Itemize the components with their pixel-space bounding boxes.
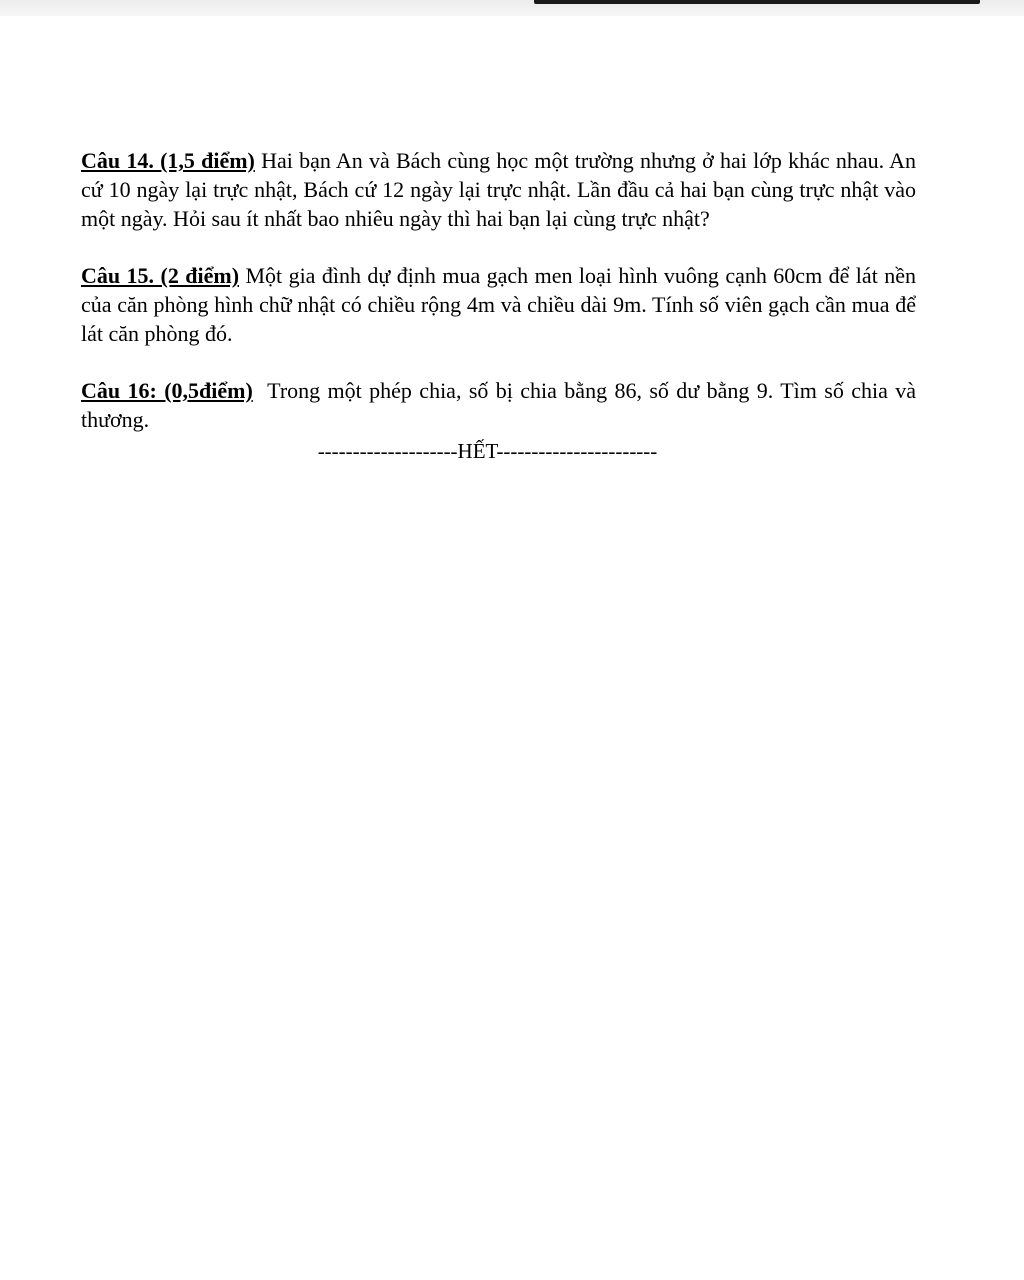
top-scrollbar-thumb[interactable] — [534, 0, 980, 4]
question-14-text: Hai bạn An và Bách cùng học một trường nhưng ở hai lớp khác nhau. An cứ 10 ngày lại trực nhật, Bách cứ 12 ngày lại trực nhật. Lần đầu cả hai bạn cùng trực nhật vào một ngày. Hỏi sau ít nhất bao nhiêu ngày thì hai bạn lại cùng trực nhật? — [81, 148, 916, 231]
question-15-label: Câu 15. (2 điểm) — [81, 263, 240, 288]
exam-content — [81, 146, 922, 464]
question-15-text: Một gia đình dự định mua gạch men loại hình vuông cạnh 60cm để lát nền của căn phòng hình chữ nhật có chiều rộng 4m và chiều dài 9m. Tính số viên gạch cần mua để lát căn phòng đó. — [81, 263, 917, 346]
question-16-text: Trong một phép chia, số bị chia bằng 86, số dư bằng 9. Tìm số chia và thương. — [81, 378, 922, 432]
question-16 — [81, 376, 922, 434]
question-14 — [81, 146, 916, 233]
question-15 — [81, 261, 916, 348]
question-16-label: Câu 16: (0,5điểm) — [81, 378, 253, 403]
question-14-label: Câu 14. (1,5 điểm) — [81, 148, 255, 173]
end-marker: --------------------HẾT----------------------- — [317, 439, 658, 463]
